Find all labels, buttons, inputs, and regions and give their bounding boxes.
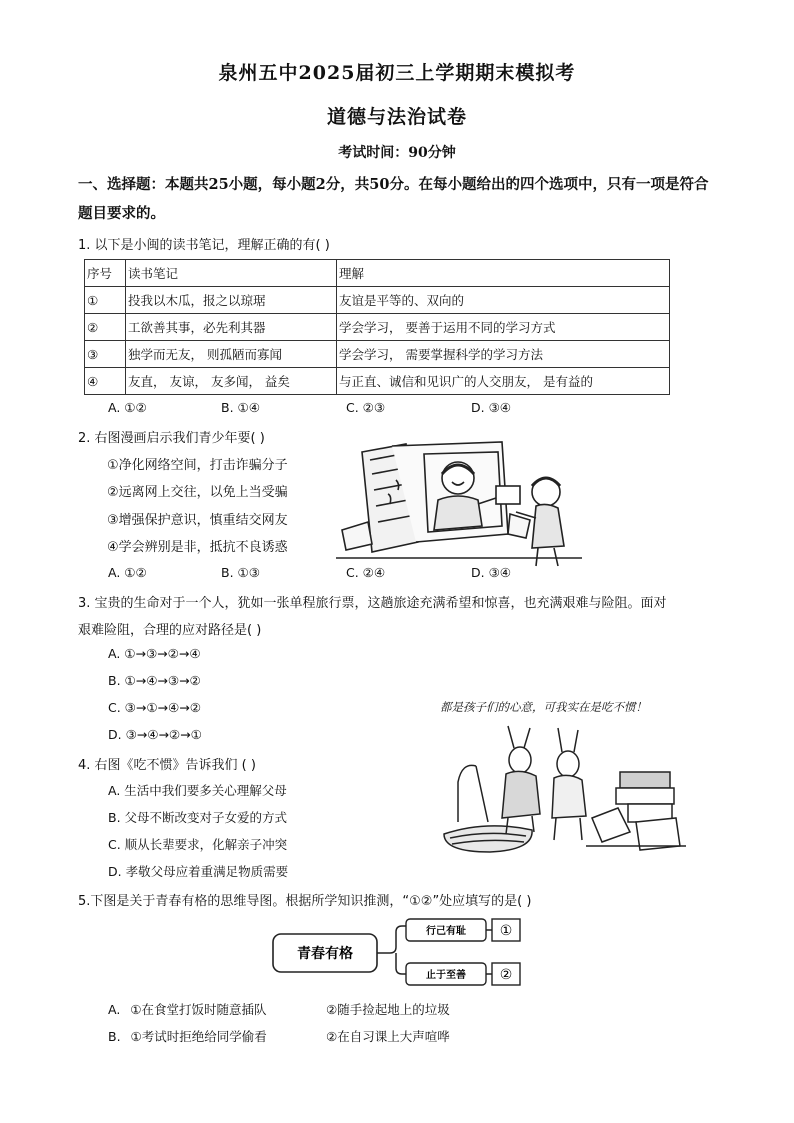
exam-subject-title: 道德与法治试卷 [326,106,467,128]
table-cell: 友直， 友谅， 友多闻， 益矣 [126,368,337,395]
section-instructions: 一、选择题：本题共25小题，每小题2分，共50分。在每小题给出的四个选项中，只有一项是符合题目要求的。 [78,176,709,222]
question-2-stem: 2. 右图漫画启示我们青少年要( ) [78,431,265,446]
question-1-stem: 1. 以下是小闽的读书笔记，理解正确的有( ) [78,238,330,253]
q1-option-a[interactable]: A. ①② [108,400,147,415]
mindmap-root-label: 青春有格 [297,946,353,962]
mindmap-branch-label-2: 止于至善 [426,970,466,981]
q5-option-a[interactable] [108,1000,267,1018]
mindmap-leaf-2: ② [499,967,513,983]
q2-option-c[interactable]: C. ②④ [346,565,386,580]
chi-bu-guan-cartoon [436,722,690,856]
q2-option-a[interactable]: A. ①② [108,565,147,580]
mindmap-branch-label-1: 行己有耻 [426,926,466,937]
q3-option-d[interactable]: D. ③→④→②→① [108,727,202,742]
q2-statement-3: ③增强保护意识，慎重结交网友 [107,513,288,528]
q5-option-a-part1: ①在食堂打饭时随意插队 [130,1002,267,1017]
q1-option-d[interactable]: D. ③④ [471,400,511,415]
table-header-cell: 序号 [85,260,126,287]
table-cell: 学会学习， 需要掌握科学的学习方法 [337,341,670,368]
q4-option-a[interactable]: A. 生活中我们要多关心理解父母 [108,783,287,798]
table-cell: 投我以木瓜，报之以琼琚 [126,287,337,314]
q4-option-c[interactable]: C. 顺从长辈要求，化解亲子冲突 [108,837,288,852]
q2-statement-1: ①净化网络空间，打击诈骗分子 [107,458,288,473]
table-row [85,368,670,395]
internet-fraud-cartoon [332,434,594,574]
table-row [85,341,670,368]
q2-option-d[interactable]: D. ③④ [471,565,511,580]
q2-statement-4: ④学会辨别是非，抵抗不良诱惑 [107,540,288,555]
table-cell: 工欲善其事，必先利其器 [126,314,337,341]
cartoon-caption: 都是孩子们的心意，可我实在是吃不惯！ [440,700,647,714]
table-cell: ② [85,314,126,341]
table-cell: 与正直、诚信和见识广的人交朋友， 是有益的 [337,368,670,395]
q3-option-b[interactable]: B. ①→④→③→② [108,673,201,688]
table-header-row [85,260,670,287]
table-row [85,314,670,341]
q5-option-a-part2: ②随手捡起地上的垃圾 [326,1002,450,1017]
table-cell: ① [85,287,126,314]
q5-option-b-letter: B. [108,1029,121,1044]
table-cell: ③ [85,341,126,368]
q4-option-b[interactable]: B. 父母不断改变对子女爱的方式 [108,810,288,825]
mindmap-connector [377,926,406,974]
q3-option-c[interactable]: C. ③→①→④→② [108,700,201,715]
table-cell: ④ [85,368,126,395]
mindmap-leaf-connector [486,930,492,974]
exam-title: 泉州五中2025届初三上学期期末模拟考 [218,62,576,84]
question-3-stem-line1: 3. 宝贵的生命对于一个人，犹如一张单程旅行票，这趟旅途充满希望和惊喜，也充满艰难与险阻。面对 [78,596,667,611]
q4-option-d[interactable]: D. 孝敬父母应着重满足物质需要 [108,864,289,879]
question-5-stem: 5.下图是关于青春有格的思维导图。根据所学知识推测，“①②”处应填写的是( ) [78,894,532,909]
q2-statement-2: ②远离网上交往，以免上当受骗 [107,485,288,500]
q5-option-a-letter: A. [108,1002,121,1017]
mindmap-leaf-1: ① [499,923,513,939]
q5-option-b[interactable] [108,1027,267,1045]
table-cell: 独学而无友， 则孤陋而寡闻 [126,341,337,368]
reading-notes-table [84,259,670,395]
youth-mind-map [272,918,526,990]
table-row [85,287,670,314]
table-header-cell: 理解 [337,260,670,287]
table-cell: 学会学习， 要善于运用不同的学习方式 [337,314,670,341]
q3-option-a[interactable]: A. ①→③→②→④ [108,646,201,661]
q2-option-b[interactable]: B. ①③ [221,565,260,580]
q1-option-c[interactable]: C. ②③ [346,400,386,415]
exam-time: 考试时间：90分钟 [338,145,456,161]
q1-option-b[interactable]: B. ①④ [221,400,260,415]
q5-option-b-part1: ①考试时拒绝给同学偷看 [130,1029,267,1044]
table-header-cell: 读书笔记 [126,260,337,287]
question-4-stem: 4. 右图《吃不惯》告诉我们 ( ) [78,758,256,773]
q5-option-b-part2: ②在自习课上大声喧哗 [326,1029,450,1044]
question-3-stem-line2: 艰难险阻，合理的应对路径是( ) [78,623,262,638]
table-cell: 友谊是平等的、双向的 [337,287,670,314]
